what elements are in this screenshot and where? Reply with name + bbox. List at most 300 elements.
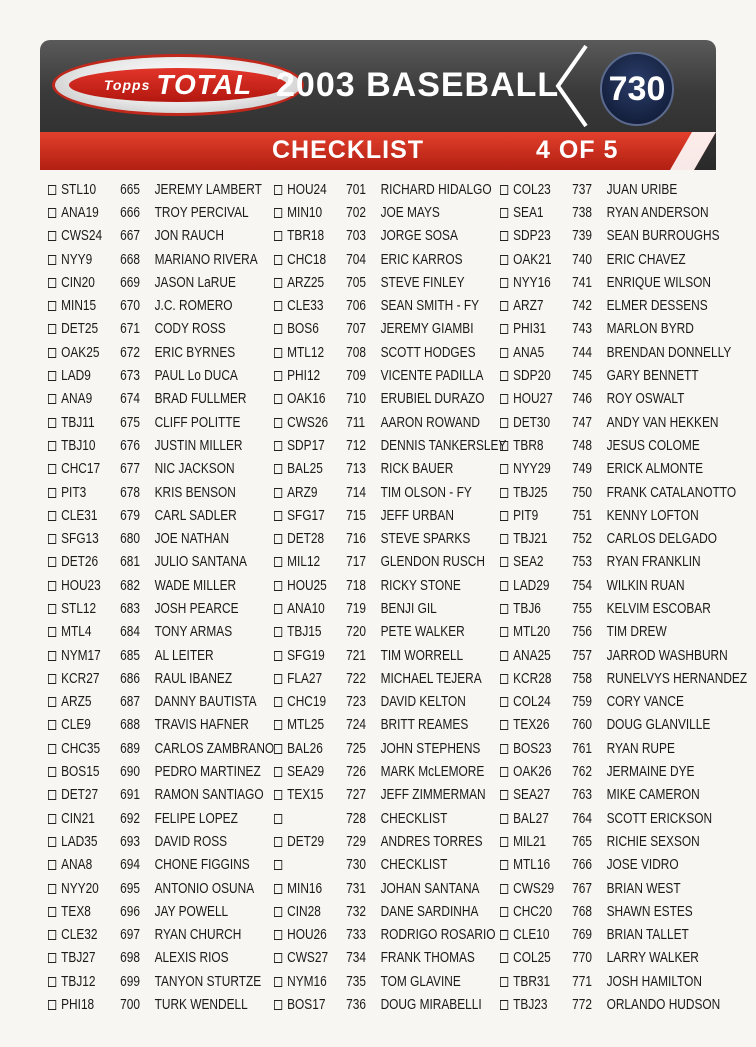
checklist-row: [500, 714, 747, 737]
player-name: BRITT REAMES: [380, 717, 469, 734]
checkbox[interactable]: [500, 278, 508, 288]
checkbox[interactable]: [274, 231, 282, 241]
team-code: PIT3: [61, 484, 87, 501]
card-number: 696: [120, 903, 141, 920]
checkbox[interactable]: [500, 301, 508, 311]
team-code: NYM16: [287, 973, 327, 990]
checkbox[interactable]: [500, 604, 508, 614]
checkbox[interactable]: [500, 651, 508, 661]
player-name: JOE NATHAN: [154, 531, 230, 548]
card-number: 693: [120, 833, 141, 850]
checkbox[interactable]: [48, 488, 56, 498]
card-number: 743: [572, 321, 593, 338]
checklist-row: [274, 667, 506, 690]
checkbox[interactable]: [48, 814, 56, 824]
checklist-row: [274, 225, 506, 248]
player-name: JUAN URIBE: [606, 181, 678, 198]
card-number: 728: [346, 810, 367, 827]
checkbox[interactable]: [48, 231, 56, 241]
checkbox[interactable]: [48, 185, 56, 195]
checkbox[interactable]: [274, 837, 282, 847]
player-name: JOHAN SANTANA: [380, 880, 480, 897]
checklist-row: [48, 201, 274, 224]
team-code: ANA25: [513, 647, 551, 664]
team-code: ANA10: [287, 600, 325, 617]
card-header: [40, 40, 716, 170]
player-name: CORY VANCE: [606, 694, 684, 711]
checkbox[interactable]: [500, 907, 508, 917]
team-code: KCR28: [513, 670, 552, 687]
team-code: CLE31: [61, 507, 98, 524]
player-name: JORGE SOSA: [380, 228, 458, 245]
checkbox[interactable]: [274, 744, 282, 754]
card-number: 750: [572, 484, 593, 501]
checklist-row: [48, 830, 274, 853]
checkbox[interactable]: [48, 697, 56, 707]
player-name: JOSE VIDRO: [606, 857, 679, 874]
checkbox[interactable]: [48, 674, 56, 684]
checkbox[interactable]: [500, 488, 508, 498]
player-name: DANE SARDINHA: [380, 903, 479, 920]
checklist-row: [500, 574, 747, 597]
checkbox[interactable]: [500, 231, 508, 241]
checkbox[interactable]: [500, 627, 508, 637]
checkbox[interactable]: [274, 814, 282, 824]
checkbox[interactable]: [274, 674, 282, 684]
checkbox[interactable]: [274, 208, 282, 218]
checkbox[interactable]: [48, 581, 56, 591]
checkbox[interactable]: [274, 441, 282, 451]
checkbox[interactable]: [48, 790, 56, 800]
checkbox[interactable]: [500, 860, 508, 870]
checkbox[interactable]: [48, 418, 56, 428]
checkbox[interactable]: [500, 441, 508, 451]
team-code: CWS26: [287, 414, 329, 431]
team-code: ARZ7: [513, 298, 544, 315]
checkbox[interactable]: [48, 371, 56, 381]
team-code: FLA27: [287, 670, 323, 687]
checklist-row: [274, 830, 506, 853]
card-number: 756: [572, 624, 593, 641]
checklist-row: [274, 900, 506, 923]
team-code: COL24: [513, 694, 551, 711]
checklist-row: [274, 271, 506, 294]
player-name: JOSH PEARCE: [154, 600, 239, 617]
card-number: 772: [572, 997, 593, 1014]
checkbox[interactable]: [48, 348, 56, 358]
checklist-row: [48, 621, 274, 644]
checklist-row: [48, 481, 274, 504]
checkbox[interactable]: [48, 1000, 56, 1010]
checkbox[interactable]: [48, 884, 56, 894]
checkbox[interactable]: [500, 930, 508, 940]
checklist-row: [48, 644, 274, 667]
checkbox[interactable]: [274, 697, 282, 707]
team-code: CLE33: [287, 298, 324, 315]
checkbox[interactable]: [48, 977, 56, 987]
checkbox[interactable]: [48, 557, 56, 567]
team-code: COL25: [513, 950, 551, 967]
checkbox[interactable]: [48, 953, 56, 963]
card-number: 716: [346, 531, 367, 548]
checkbox[interactable]: [274, 1000, 282, 1010]
player-name: ERICK ALMONTE: [606, 461, 704, 478]
checkbox[interactable]: [500, 790, 508, 800]
checkbox[interactable]: [48, 278, 56, 288]
checkbox[interactable]: [274, 488, 282, 498]
checklist-row: [274, 597, 506, 620]
team-code: PIT9: [513, 507, 539, 524]
checkbox[interactable]: [500, 581, 508, 591]
checkbox[interactable]: [500, 720, 508, 730]
checkbox[interactable]: [274, 557, 282, 567]
checklist-row: [500, 504, 747, 527]
team-code: NYM17: [61, 647, 101, 664]
checklist-row: [500, 993, 747, 1016]
card-number: 753: [572, 554, 593, 571]
checkbox[interactable]: [500, 394, 508, 404]
checkbox[interactable]: [48, 255, 56, 265]
checkbox[interactable]: [274, 720, 282, 730]
checklist-row: [500, 784, 747, 807]
team-code: HOU26: [287, 927, 327, 944]
checklist-row: [274, 877, 506, 900]
checklist-row: [274, 924, 506, 947]
checkbox[interactable]: [500, 697, 508, 707]
checkbox[interactable]: [500, 464, 508, 474]
team-code: KCR27: [61, 670, 100, 687]
checkbox[interactable]: [274, 884, 282, 894]
checkbox[interactable]: [48, 837, 56, 847]
checklist-row: [274, 551, 506, 574]
card-number: 676: [120, 437, 141, 454]
card-title: 2003 BASEBALL: [276, 66, 560, 104]
player-name: TIM WORRELL: [380, 647, 464, 664]
card-number: 758: [572, 670, 593, 687]
card-number: 763: [572, 787, 593, 804]
checklist-row: [500, 737, 747, 760]
checklist-row: [48, 504, 274, 527]
checkbox[interactable]: [274, 464, 282, 474]
checkbox[interactable]: [48, 907, 56, 917]
checkbox[interactable]: [500, 767, 508, 777]
checkbox[interactable]: [48, 767, 56, 777]
player-name: STEVE SPARKS: [380, 531, 471, 548]
player-name: FELIPE LOPEZ: [154, 810, 238, 827]
card-number: 762: [572, 764, 593, 781]
checkbox[interactable]: [274, 511, 282, 521]
team-code: CHC18: [287, 251, 327, 268]
card-number: 694: [120, 857, 141, 874]
card-number: 720: [346, 624, 367, 641]
checklist-row: [500, 458, 747, 481]
checkbox[interactable]: [500, 744, 508, 754]
player-name: ANDY VAN HEKKEN: [606, 414, 719, 431]
player-name: MARLON BYRD: [606, 321, 694, 338]
card-number: 749: [572, 461, 593, 478]
player-name: TONY ARMAS: [154, 624, 233, 641]
player-name: MICHAEL TEJERA: [380, 670, 482, 687]
checkbox[interactable]: [274, 977, 282, 987]
checkbox[interactable]: [500, 418, 508, 428]
checkbox[interactable]: [48, 720, 56, 730]
checklist-row: [48, 877, 274, 900]
checkbox[interactable]: [500, 348, 508, 358]
player-name: FRANK CATALANOTTO: [606, 484, 737, 501]
card-number: 695: [120, 880, 141, 897]
player-name: RYAN RUPE: [606, 740, 675, 757]
checkbox[interactable]: [274, 278, 282, 288]
checkbox[interactable]: [274, 255, 282, 265]
player-name: CLIFF POLITTE: [154, 414, 241, 431]
team-code: CHC17: [61, 461, 101, 478]
card-number: 747: [572, 414, 593, 431]
card-number: 666: [120, 204, 141, 221]
team-code: HOU27: [513, 391, 553, 408]
card-number: 755: [572, 600, 593, 617]
card-number: 770: [572, 950, 593, 967]
checklist-row: [500, 877, 747, 900]
checkbox[interactable]: [48, 324, 56, 334]
checkbox[interactable]: [48, 627, 56, 637]
checkbox[interactable]: [274, 301, 282, 311]
team-code: CLE9: [61, 717, 91, 734]
player-name: TROY PERCIVAL: [154, 204, 249, 221]
team-code: TBR18: [287, 228, 325, 245]
player-name: DANNY BAUTISTA: [154, 694, 257, 711]
player-name: KELVIM ESCOBAR: [606, 600, 711, 617]
checklist-row: [48, 248, 274, 271]
checkbox[interactable]: [274, 651, 282, 661]
player-name: SEAN BURROUGHS: [606, 228, 720, 245]
checklist-row: [274, 737, 506, 760]
card-number: 692: [120, 810, 141, 827]
card-number: 669: [120, 274, 141, 291]
player-name: BRIAN WEST: [606, 880, 681, 897]
checkbox[interactable]: [500, 557, 508, 567]
checkbox[interactable]: [48, 394, 56, 404]
player-name: PAUL Lo DUCA: [154, 368, 238, 385]
card-number: 746: [572, 391, 593, 408]
team-code: SEA2: [513, 554, 544, 571]
card-number: 740: [572, 251, 593, 268]
team-code: LAD29: [513, 577, 550, 594]
team-code: DET28: [287, 531, 325, 548]
checkbox[interactable]: [48, 301, 56, 311]
card-number: 684: [120, 624, 141, 641]
checkbox[interactable]: [274, 185, 282, 195]
player-name: JEFF ZIMMERMAN: [380, 787, 486, 804]
header-top: [40, 40, 716, 132]
player-name: KENNY LOFTON: [606, 507, 699, 524]
checkbox[interactable]: [48, 208, 56, 218]
checkbox[interactable]: [48, 860, 56, 870]
checkbox[interactable]: [274, 604, 282, 614]
card-number: 744: [572, 344, 593, 361]
player-name: AL LEITER: [154, 647, 214, 664]
checkbox[interactable]: [500, 208, 508, 218]
checklist-row: [274, 411, 506, 434]
card-number: 717: [346, 554, 367, 571]
card-number: 741: [572, 274, 593, 291]
checklist-row: [500, 388, 747, 411]
card-number: 701: [346, 181, 367, 198]
checklist-row: [274, 947, 506, 970]
team-code: MIL21: [513, 833, 547, 850]
checkbox[interactable]: [274, 581, 282, 591]
team-code: SEA29: [287, 764, 325, 781]
checkbox[interactable]: [48, 930, 56, 940]
team-code: NYY29: [513, 461, 551, 478]
player-name: ERIC KARROS: [380, 251, 463, 268]
checkbox[interactable]: [274, 767, 282, 777]
checkbox[interactable]: [274, 953, 282, 963]
checklist-row: [48, 364, 274, 387]
card-number: 709: [346, 368, 367, 385]
checkbox[interactable]: [48, 604, 56, 614]
checkbox[interactable]: [274, 371, 282, 381]
checkbox[interactable]: [274, 534, 282, 544]
player-name: RYAN CHURCH: [154, 927, 242, 944]
player-name: JAY POWELL: [154, 903, 229, 920]
checklist-row: [48, 225, 274, 248]
checkbox[interactable]: [274, 790, 282, 800]
card-number: 725: [346, 740, 367, 757]
team-code: LAD9: [61, 368, 91, 385]
checkbox[interactable]: [48, 651, 56, 661]
checkbox[interactable]: [500, 814, 508, 824]
checklist-row: [500, 341, 747, 364]
player-name: DAVID ROSS: [154, 833, 228, 850]
player-name: FRANK THOMAS: [380, 950, 475, 967]
team-code: MTL12: [287, 344, 325, 361]
checklist-row: [48, 458, 274, 481]
checklist-row: [274, 807, 506, 830]
checkbox[interactable]: [500, 185, 508, 195]
card-number: 769: [572, 927, 593, 944]
player-name: TANYON STURTZE: [154, 973, 262, 990]
team-code: ARZ5: [61, 694, 92, 711]
player-name: JARROD WASHBURN: [606, 647, 728, 664]
checklist-row: [274, 341, 506, 364]
team-code: STL12: [61, 600, 97, 617]
card-number: 702: [346, 204, 367, 221]
checklist-row: [48, 434, 274, 457]
checklist-row: [48, 551, 274, 574]
checklist-row: [48, 178, 274, 201]
card-number: 706: [346, 298, 367, 315]
team-code: TEX26: [513, 717, 550, 734]
checklist-row: [274, 691, 506, 714]
checklist-row: [48, 784, 274, 807]
checklist-row: [500, 364, 747, 387]
checkbox[interactable]: [274, 860, 282, 870]
team-code: MTL16: [513, 857, 551, 874]
team-code: BAL25: [287, 461, 323, 478]
checkbox[interactable]: [48, 534, 56, 544]
checkbox[interactable]: [500, 255, 508, 265]
checklist-row: [48, 527, 274, 550]
card-number: 668: [120, 251, 141, 268]
team-code: DET27: [61, 787, 99, 804]
checklist-row: [48, 854, 274, 877]
player-name: RICHARD HIDALGO: [380, 181, 492, 198]
checkbox[interactable]: [500, 977, 508, 987]
team-code: OAK25: [61, 344, 100, 361]
checkbox[interactable]: [274, 324, 282, 334]
checklist-row: [48, 993, 274, 1016]
checklist-row: [48, 341, 274, 364]
checkbox[interactable]: [274, 930, 282, 940]
checklist-row: [274, 364, 506, 387]
player-name: WILKIN RUAN: [606, 577, 685, 594]
team-code: BAL27: [513, 810, 549, 827]
player-name: ERIC CHAVEZ: [606, 251, 686, 268]
team-code: PHI12: [287, 368, 321, 385]
card-number: 680: [120, 531, 141, 548]
team-code: HOU25: [287, 577, 327, 594]
checklist-row: [48, 691, 274, 714]
player-name: BRENDAN DONNELLY: [606, 344, 732, 361]
checkbox[interactable]: [274, 394, 282, 404]
checkbox[interactable]: [274, 348, 282, 358]
card-number: 748: [572, 437, 593, 454]
checkbox[interactable]: [500, 534, 508, 544]
checkbox[interactable]: [500, 511, 508, 521]
card-number: 712: [346, 437, 367, 454]
checkbox[interactable]: [274, 907, 282, 917]
checkbox[interactable]: [48, 744, 56, 754]
team-code: COL23: [513, 181, 551, 198]
card-number: 689: [120, 740, 141, 757]
checklist-row: [274, 644, 506, 667]
checklist-row: [274, 854, 506, 877]
checklist-row: [48, 574, 274, 597]
checklist-row: [48, 807, 274, 830]
team-code: CIN20: [61, 274, 95, 291]
checkbox[interactable]: [500, 674, 508, 684]
team-code: MIN15: [61, 298, 97, 315]
checklist-row: [48, 597, 274, 620]
checkbox[interactable]: [274, 418, 282, 428]
logo-wordmark: [69, 68, 287, 102]
checklist-row: [500, 621, 747, 644]
team-code: TEX15: [287, 787, 324, 804]
checkbox[interactable]: [48, 441, 56, 451]
player-name: JOHN STEPHENS: [380, 740, 481, 757]
checkbox[interactable]: [500, 371, 508, 381]
card-number: 700: [120, 997, 141, 1014]
checkbox[interactable]: [500, 324, 508, 334]
team-code: MIL12: [287, 554, 321, 571]
checkbox[interactable]: [500, 837, 508, 847]
card-number: 682: [120, 577, 141, 594]
checkbox[interactable]: [48, 511, 56, 521]
checkbox[interactable]: [48, 464, 56, 474]
player-name: SCOTT HODGES: [380, 344, 476, 361]
checkbox[interactable]: [500, 953, 508, 963]
player-name: RICK BAUER: [380, 461, 454, 478]
checklist-row: [500, 201, 747, 224]
player-name: RICHIE SEXSON: [606, 833, 700, 850]
checkbox[interactable]: [500, 1000, 508, 1010]
checkbox[interactable]: [274, 627, 282, 637]
player-name: GLENDON RUSCH: [380, 554, 485, 571]
card-number: 718: [346, 577, 367, 594]
checklist-row: [500, 760, 747, 783]
checklist-row: [500, 854, 747, 877]
checkbox[interactable]: [500, 884, 508, 894]
